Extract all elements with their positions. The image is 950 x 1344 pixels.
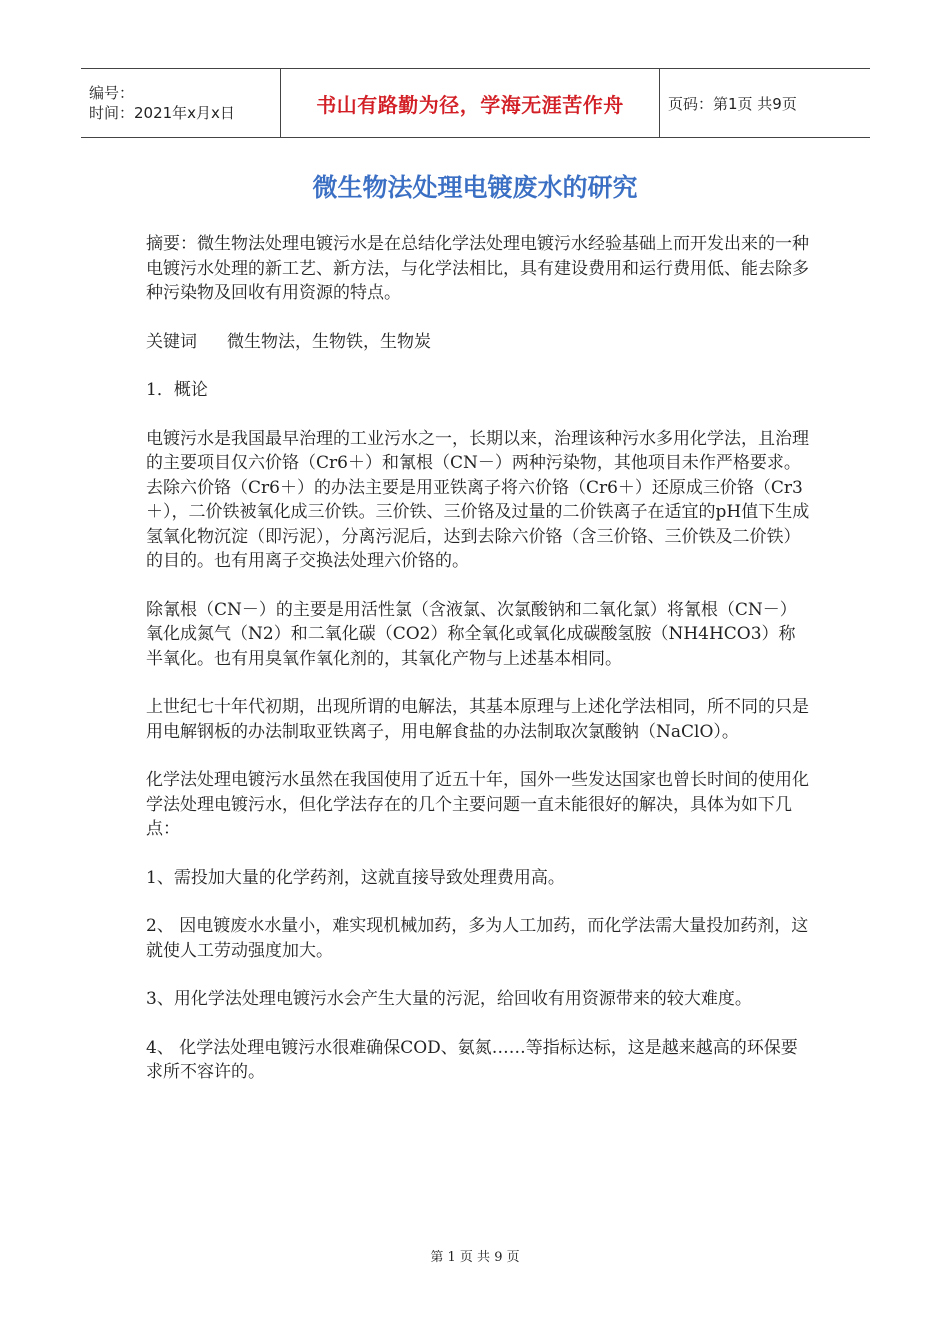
body-paragraph: 除氰根（CN－）的主要是用活性氯（含液氯、次氯酸钠和二氧化氯）将氰根（CN－）氧化成氮气（N2）和二氧化碳（CO2）称全氧化或氧化成碳酸氢胺（NH4HCO3）称半氧化。也有用臭氧作氧化剂的，其氧化产物与上述基本相同。 (146, 599, 797, 669)
list-item: 1、需投加大量的化学药剂，这就直接导致处理费用高。 (146, 867, 565, 888)
header-table (81, 68, 870, 138)
header-motto: 书山有路勤为径，学海无涯苦作舟 (316, 92, 624, 117)
keywords-value: 微生物法，生物铁，生物炭 (227, 331, 431, 352)
section-heading: 1．概论 (146, 380, 208, 400)
document-number-label: 编号： (89, 84, 135, 102)
body-paragraph: 化学法处理电镀污水虽然在我国使用了近五十年，国外一些发达国家也曾长时间的使用化学法处理电镀污水，但化学法存在的几个主要问题一直未能很好的解决，具体为如下几点： (146, 770, 809, 839)
body-paragraph: 电镀污水是我国最早治理的工业污水之一，长期以来，治理该种污水多用化学法，且治理的主要项目仅六价铬（Cr6＋）和氰根（CN－）两种污染物，其他项目未作严格要求。去除六价铬（Cr6＋）的办法主要是用亚铁离子将六价铬（Cr6＋）还原成三价铬（Cr3＋），二价铁被氧化成三价铁。三价铁、三价铬及过量的二价铁离子在适宜的pH值下生成氢氧化物沉淀（即污泥），分离污泥后，达到去除六价铬（含三价铬、三价铁及二价铁）的目的。也有用离子交换法处理六价铬的。 (146, 428, 810, 571)
list-item: 4、 化学法处理电镀污水很难确保COD、氨氮……等指标达标，这是越来越高的环保要求所不容许的。 (146, 1037, 798, 1082)
header-page-info: 页码：第1页 共9页 (668, 94, 797, 113)
document-date-label: 时间：2021年x月x日 (89, 104, 235, 122)
header-left-cell (81, 69, 280, 137)
list-item: 3、用化学法处理电镀污水会产生大量的污泥，给回收有用资源带来的较大难度。 (146, 989, 752, 1009)
header-page-info-cell (660, 69, 870, 137)
document-title: 微生物法处理电镀废水的研究 (312, 173, 638, 202)
page-footer: 第 1 页 共 9 页 (430, 1250, 520, 1265)
header-motto-cell (280, 69, 660, 137)
abstract-paragraph: 摘要：微生物法处理电镀污水是在总结化学法处理电镀污水经验基础上而开发出来的一种电镀污水处理的新工艺、新方法，与化学法相比，具有建设费用和运行费用低、能去除多种污染物及回收有用资源的特点。 (146, 234, 809, 303)
body-paragraph: 上世纪七十年代初期，出现所谓的电解法，其基本原理与上述化学法相同，所不同的只是用电解钢板的办法制取亚铁离子，用电解食盐的办法制取次氯酸钠（NaClO）。 (146, 697, 809, 742)
keywords-line (146, 330, 812, 355)
keywords-label: 关键词 (146, 331, 197, 352)
document-body (146, 232, 812, 1109)
list-item: 2、 因电镀废水水量小，难实现机械加药，多为人工加药，而化学法需大量投加药剂，这就使人工劳动强度加大。 (146, 916, 809, 961)
